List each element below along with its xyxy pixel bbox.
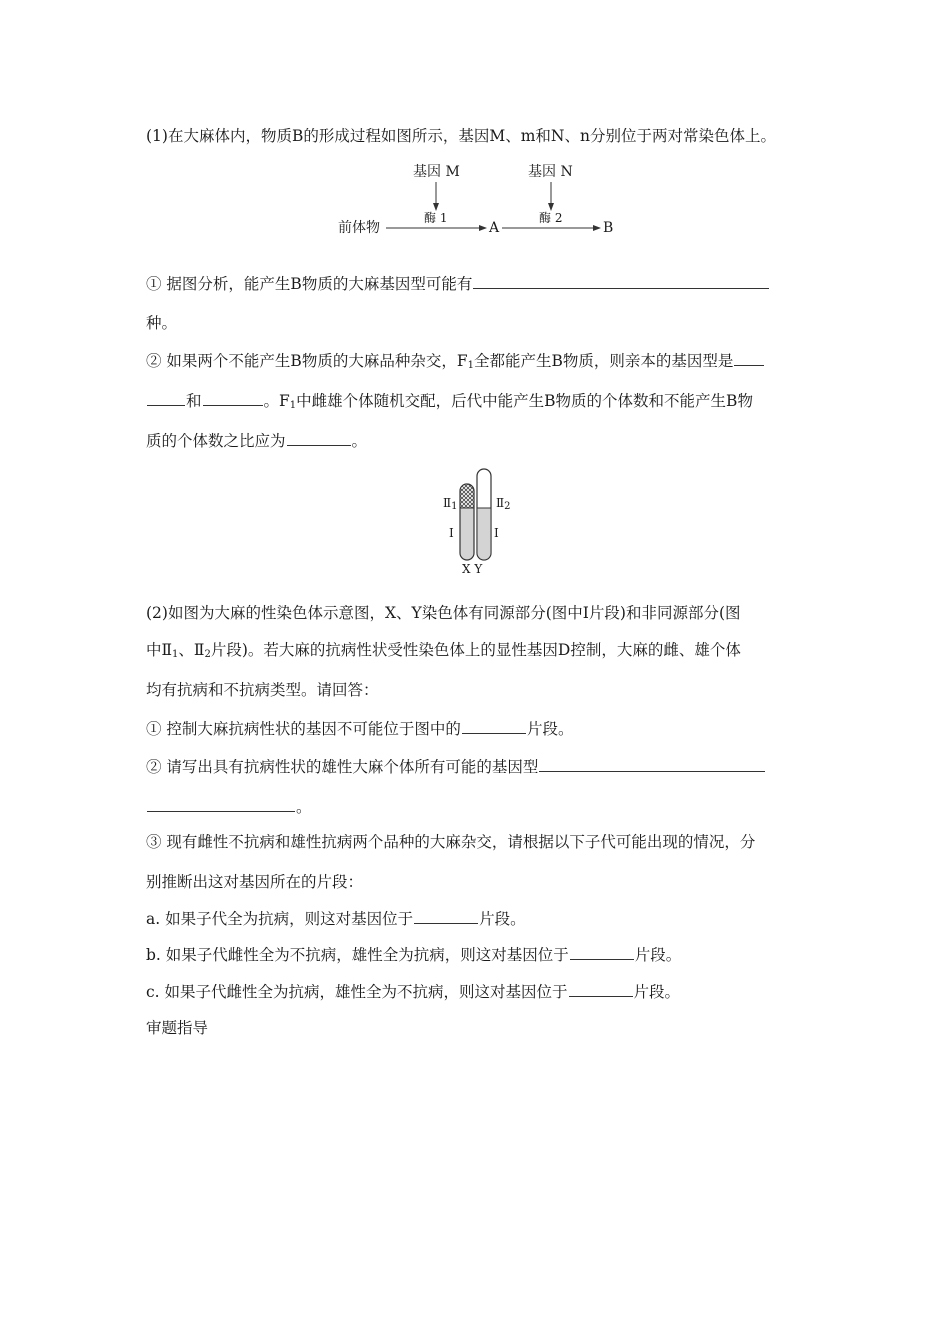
- label-xy: X Y: [462, 562, 483, 576]
- q2-sub1: ① 控制大麻抗病性状的基因不可能位于图中的 片段。: [146, 720, 574, 738]
- q1-sub2-text-f: 质的个体数之比应为: [146, 432, 286, 450]
- enzyme2-label: 酶 2: [539, 211, 563, 225]
- q2-sub2-blank-1[interactable]: [539, 756, 765, 772]
- q1-intro: (1)在大麻体内，物质B的形成过程如图所示，基因M、m和N、n分别位于两对常染色体上。: [146, 127, 776, 145]
- q1-sub2-text-g: 。: [351, 432, 368, 450]
- f1-subscript: 1: [467, 360, 474, 371]
- enzyme1-label: 酶 1: [424, 211, 448, 225]
- precursor-label: 前体物: [338, 220, 380, 236]
- q1-sub2-text-e: 中雌雄个体随机交配，后代中能产生B物质的个体数和不能产生B物: [296, 392, 753, 410]
- q2-sub3-line1: ③ 现有雌性不抗病和雄性抗病两个品种的大麻杂交，请根据以下子代可能出现的情况，分: [146, 833, 756, 851]
- y-chromosome: [477, 469, 491, 560]
- q2-case-a-blank[interactable]: [414, 908, 478, 924]
- f1-subscript-2: 1: [289, 400, 297, 411]
- q2-case-b-blank[interactable]: [570, 944, 634, 960]
- footer-heading: 审题指导: [146, 1019, 209, 1037]
- x-chromosome: [460, 484, 474, 560]
- q1-sub1-tail: 种。: [146, 314, 178, 332]
- q1-sub2-text-b: 全都能产生B物质，则亲本的基因型是: [473, 352, 734, 370]
- product-b-label: B: [603, 220, 614, 236]
- q1-sub2-text-d: 。F: [263, 392, 290, 410]
- q2-sub1-blank[interactable]: [462, 718, 526, 734]
- label-i-left: Ⅰ: [449, 526, 454, 540]
- q2-case-a: a. 如果子代全为抗病，则这对基因位于 片段。: [146, 910, 526, 928]
- label-i-right: Ⅰ: [494, 526, 499, 540]
- gene-m-label: 基因 M: [413, 164, 460, 180]
- label-ii2: $Ⅱ_2$: [496, 496, 511, 512]
- gene-n-label: 基因 N: [528, 164, 573, 180]
- q1-sub2-text-c: 和: [186, 392, 202, 410]
- q2-line1: (2)如图为大麻的性染色体示意图，X、Y染色体有同源部分(图中Ⅰ片段)和非同源部分(图: [146, 604, 741, 622]
- q2-case-b: b. 如果子代雌性全为不抗病，雄性全为抗病，则这对基因位于 片段。: [146, 946, 682, 964]
- label-ii1: $Ⅱ_1$: [443, 496, 458, 512]
- q2-line2: 中$Ⅱ_1$、$Ⅱ_2$片段)。若大麻的抗病性状受性染色体上的显性基因D控制，大麻的雌、雄个体: [146, 641, 741, 660]
- q2-sub2-blank-2[interactable]: [147, 796, 295, 812]
- q2-line3: 均有抗病和不抗病类型。请回答：: [146, 681, 379, 699]
- q1-sub1-text: ① 据图分析，能产生B物质的大麻基因型可能有: [146, 275, 473, 293]
- q2-sub2: ② 请写出具有抗病性状的雄性大麻个体所有可能的基因型: [146, 756, 766, 777]
- q1-sub2-text-a: ② 如果两个不能产生B物质的大麻品种杂交，F: [146, 352, 468, 370]
- q2-sub3-line2: 别推断出这对基因所在的片段：: [146, 873, 364, 891]
- q2-case-c-blank[interactable]: [569, 981, 633, 997]
- q2-case-c: c. 如果子代雌性全为抗病，雄性全为不抗病，则这对基因位于 片段。: [146, 983, 681, 1001]
- q2-sub2-tail: 。: [146, 796, 312, 817]
- product-a-label: A: [489, 220, 500, 236]
